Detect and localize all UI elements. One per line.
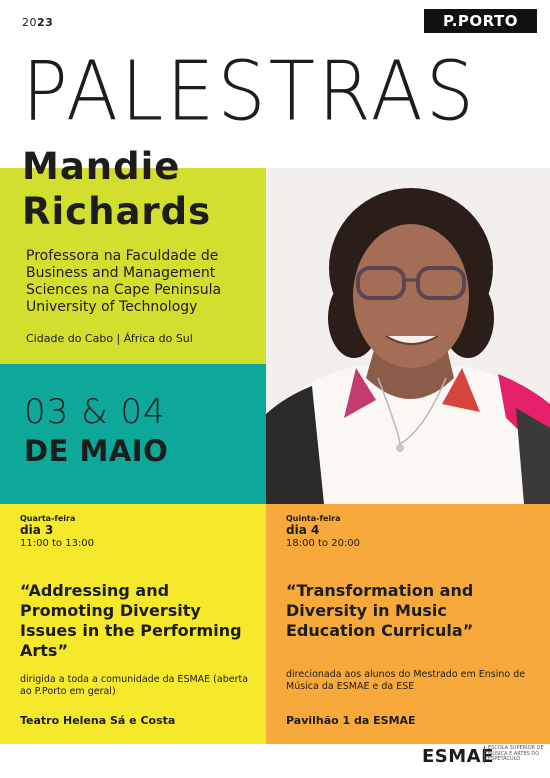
esmae-logo-subtitle: ESCOLA SUPERIOR DE MÚSICA E ARTES DO ESPETÁCULO xyxy=(484,746,546,763)
headline: PALESTRAS xyxy=(22,42,477,139)
speaker-photo xyxy=(266,168,550,504)
session-weekday: Quinta-feira xyxy=(286,514,341,523)
session-day: dia 3 xyxy=(20,523,54,537)
session-2-schedule xyxy=(286,514,536,549)
speaker-portrait-icon xyxy=(266,168,550,504)
speaker-name: Mandie Richards xyxy=(22,145,212,233)
pporto-logo: P.PORTO xyxy=(424,9,537,33)
session-1-venue: Teatro Helena Sá e Costa xyxy=(20,714,176,727)
speaker-bio: Professora na Faculdade de Business and Management Sciences na Cape Peninsula University of Technology xyxy=(26,248,222,315)
session-weekday: Quarta-feira xyxy=(20,514,76,523)
session-1-audience: dirigida a toda a comunidade da ESMAE (aberta ao P.Porto em geral) xyxy=(20,674,249,697)
session-1-schedule xyxy=(20,514,260,549)
event-days: 03 & 04 xyxy=(24,392,166,432)
session-2-audience: direcionada aos alunos do Mestrado em Ensino de Música da ESMAE e da ESE xyxy=(286,669,526,692)
session-1-title: “Addressing and Promoting Diversity Issues in the Performing Arts” xyxy=(20,581,242,660)
session-2-venue: Pavilhão 1 da ESMAE xyxy=(286,714,416,727)
session-time: 11:00 to 13:00 xyxy=(20,538,95,549)
session-time: 18:00 to 20:00 xyxy=(286,538,361,549)
event-month: DE MAIO xyxy=(24,434,169,468)
session-day: dia 4 xyxy=(286,523,320,537)
speaker-location: Cidade do Cabo | África do Sul xyxy=(26,332,193,345)
session-2-title: “Transformation and Diversity in Music Education Curricula” xyxy=(286,581,474,640)
esmae-logo: ESMAE xyxy=(422,746,494,767)
year-label: 2023 xyxy=(22,16,54,29)
